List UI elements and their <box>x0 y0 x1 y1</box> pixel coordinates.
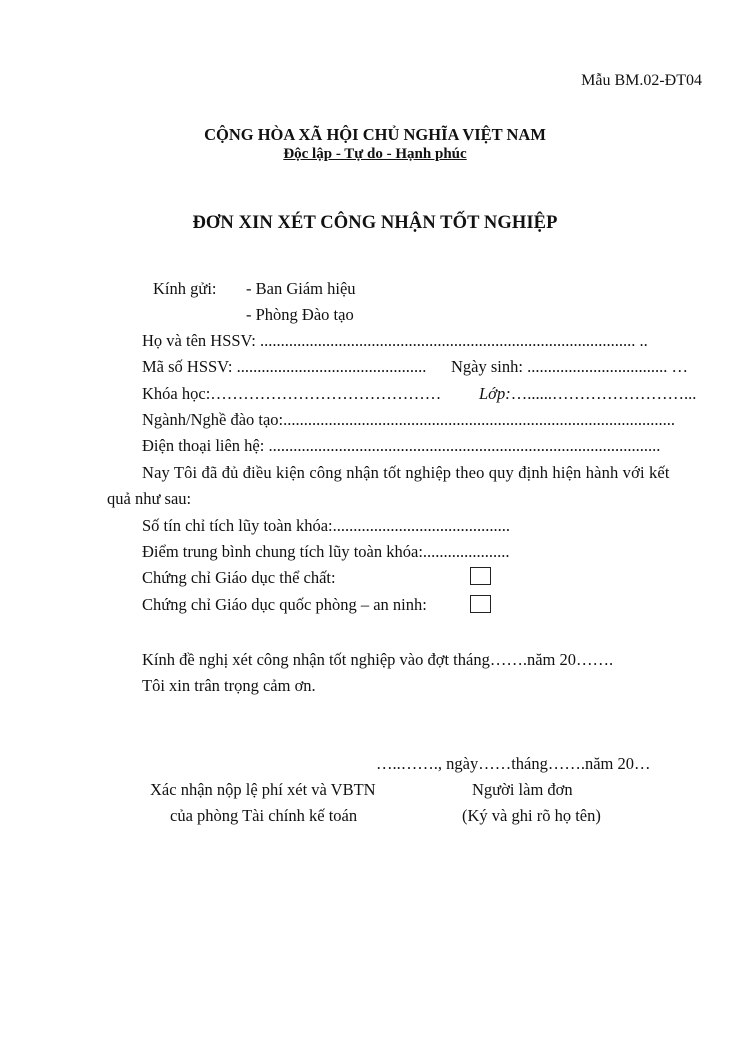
motto <box>0 146 750 163</box>
applicant-label: Người làm đơn <box>472 780 573 799</box>
phone-row <box>142 436 697 456</box>
applicant-sign-hint: (Ký và ghi rõ họ tên) <box>462 806 601 825</box>
phone-field[interactable]: ............................................................................................... <box>268 436 661 455</box>
major-label: Ngành/Nghề đào tạo: <box>142 410 284 429</box>
full-name-label: Họ và tên HSSV: <box>142 331 260 350</box>
pe-certificate-checkbox[interactable] <box>470 567 491 585</box>
student-id-row <box>142 357 426 377</box>
fee-confirmation-line-1: Xác nhận nộp lệ phí xét và VBTN <box>150 780 376 799</box>
birth-date-label: Ngày sinh: <box>451 357 528 376</box>
phone-label: Điện thoại liên hệ: <box>142 436 269 455</box>
statement-line-1: Nay Tôi đã đủ điều kiện công nhận tốt nghiệp theo quy định hiện hành với kết <box>142 463 670 482</box>
thanks-line: Tôi xin trân trọng cảm ơn. <box>142 676 316 695</box>
statement-line-2: quả như sau: <box>107 489 192 508</box>
pe-certificate-label: Chứng chỉ Giáo dục thể chất: <box>142 568 336 587</box>
class-field[interactable]: …......……………………... <box>510 384 697 403</box>
recipient-training-office: - Phòng Đào tạo <box>246 305 354 324</box>
student-id-label: Mã số HSSV: <box>142 357 237 376</box>
birth-date-tail: … <box>667 357 688 376</box>
credits-row <box>142 516 510 536</box>
recipients-label: Kính gửi: <box>153 279 217 298</box>
major-field[interactable]: ............................................................................................... <box>283 410 676 429</box>
gpa-field[interactable]: ..................... <box>422 542 510 561</box>
request-line-1: Kính đề nghị xét công nhận tốt nghiệp vào đợt tháng…….năm 20……. <box>142 650 614 669</box>
defense-certificate-label: Chứng chỉ Giáo dục quốc phòng – an ninh: <box>142 595 427 614</box>
major-row <box>142 410 697 430</box>
course-row <box>142 384 441 404</box>
gpa-label: Điểm trung bình chung tích lũy toàn khóa: <box>142 542 423 561</box>
motto-text: Độc lập - Tự do - Hạnh phúc <box>283 146 467 162</box>
full-name-tail: .. <box>635 331 648 350</box>
birth-date-row <box>451 357 688 377</box>
defense-certificate-checkbox[interactable] <box>470 595 491 613</box>
fee-confirmation-line-2: của phòng Tài chính kế toán <box>170 806 358 825</box>
gpa-row <box>142 542 510 562</box>
nation-heading: CỘNG HÒA XÃ HỘI CHỦ NGHĨA VIỆT NAM <box>204 125 546 144</box>
form-code: Mẫu BM.02-ĐT04 <box>581 72 702 89</box>
place-date-line: …..……., ngày……tháng…….năm 20… <box>376 754 651 773</box>
student-id-field[interactable]: .............................................. <box>236 357 427 376</box>
class-label: Lớp: <box>479 384 511 403</box>
full-name-row <box>142 331 688 351</box>
course-label: Khóa học: <box>142 384 211 403</box>
recipient-board: - Ban Giám hiệu <box>246 279 356 298</box>
document-title: ĐƠN XIN XÉT CÔNG NHẬN TỐT NGHIỆP <box>192 213 558 233</box>
birth-date-field[interactable]: .................................. <box>527 357 668 376</box>
class-row <box>479 384 696 404</box>
course-field[interactable]: …………………………………… <box>210 384 442 403</box>
full-name-field[interactable]: ........................................................................................... <box>259 331 636 350</box>
credits-label: Số tín chỉ tích lũy toàn khóa: <box>142 516 333 535</box>
credits-field[interactable]: ........................................... <box>332 516 511 535</box>
